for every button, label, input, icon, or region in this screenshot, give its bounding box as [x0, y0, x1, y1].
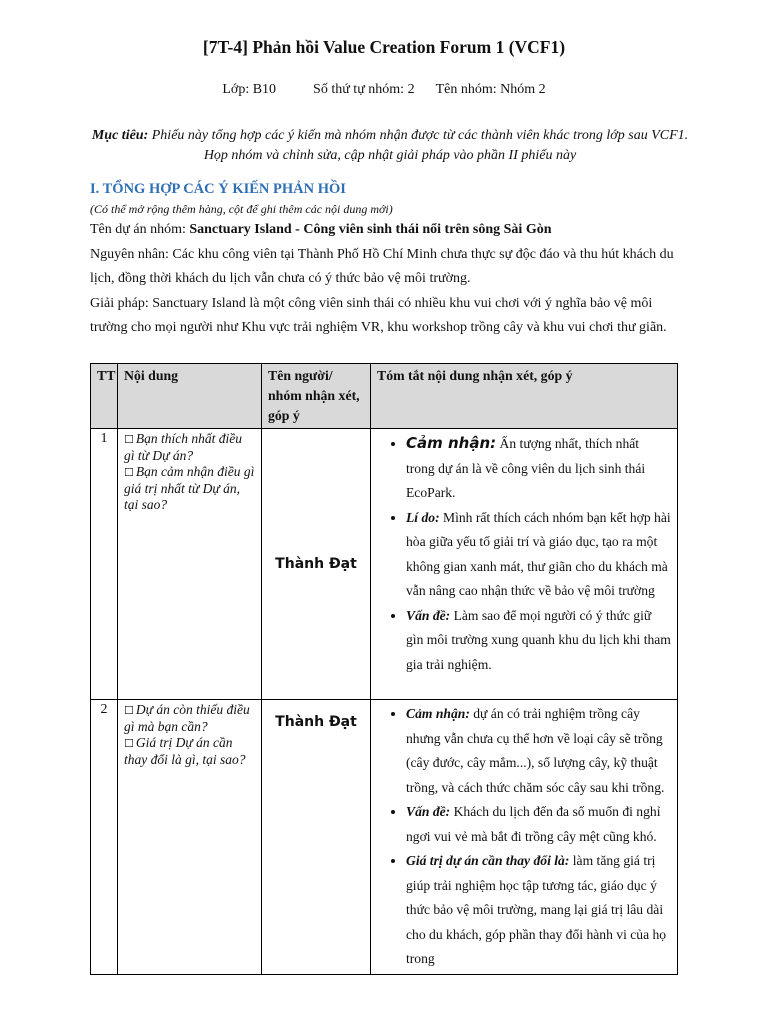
group-name: Tên nhóm: Nhóm 2 — [435, 82, 546, 97]
page-title: [7T-4] Phản hồi Value Creation Forum 1 (VCF1) — [202, 37, 566, 57]
summary-text: làm tăng giá trị giúp trải nghiệm học tập tương tác, giáo dục ý thức bảo vệ môi trường, mang lại giá trị lâu dài cho du khách, góp phần thay đổi hành vi của họ trong — [406, 853, 667, 966]
question-cell — [118, 429, 262, 700]
section-heading: I. TỔNG HỢP CÁC Ý KIẾN PHẢN HỒI — [90, 181, 346, 197]
question-2: Giá trị Dự án cần thay đổi là gì, tại sao? — [124, 735, 246, 767]
header-tt: TT — [91, 364, 118, 429]
question-1: Bạn thích nhất điều gì từ Dự án? — [124, 431, 242, 463]
question-1: Dự án còn thiếu điều gì mà bạn cần? — [124, 702, 250, 734]
question-cell — [118, 700, 262, 975]
summary-item — [406, 849, 671, 972]
project-name-label: Tên dự án nhóm: — [90, 222, 190, 237]
reviewer-name: Thành Đạt — [262, 700, 371, 975]
question-2: Bạn cảm nhận điều gì giá trị nhất từ Dự án, tại sao? — [124, 464, 255, 512]
objective — [90, 126, 690, 166]
reviewer-name: Thành Đạt — [262, 429, 371, 700]
project-info — [90, 218, 690, 341]
checkbox-icon: ☐ — [124, 737, 134, 750]
objective-line1: Phiếu này tổng hợp các ý kiến mà nhóm nhận được từ các thành viên khác trong lớp sau VCF1. — [148, 128, 689, 143]
section-note: (Có thể mở rộng thêm hàng, cột để ghi thêm các nội dung mới) — [90, 202, 393, 216]
summary-item — [406, 431, 671, 506]
summary-item — [406, 604, 671, 678]
summary-item — [406, 506, 671, 604]
objective-line2: Họp nhóm và chỉnh sửa, cập nhật giải pháp vào phần II phiếu này — [203, 148, 577, 163]
summary-text: Ấn tượng nhất, thích nhất trong dự án là về công viên du lịch sinh thái EcoPark. — [406, 436, 646, 500]
summary-cell — [371, 700, 678, 975]
table-header-row — [91, 364, 678, 429]
summary-lead: Giá trị dự án cần thay đổi là: — [406, 853, 570, 868]
feedback-table — [90, 363, 678, 975]
table-row — [91, 429, 678, 700]
summary-lead: Lí do: — [406, 509, 440, 525]
row-number: 2 — [91, 700, 118, 975]
table-row — [91, 700, 678, 975]
summary-item — [406, 702, 671, 800]
project-name: Sanctuary Island - Công viên sinh thái nổi trên sông Sài Gòn — [189, 222, 552, 237]
header-tom-tat: Tóm tắt nội dung nhận xét, góp ý — [371, 364, 678, 429]
objective-label: Mục tiêu: — [91, 128, 149, 143]
summary-text: Làm sao để mọi người có ý thức giữ gìn môi trường xung quanh khu du lịch khi tham gia trải nghiệm. — [406, 607, 671, 672]
project-solution: Giải pháp: Sanctuary Island là một công viên sinh thái có nhiều khu vui chơi với ý nghĩa bảo vệ môi trường cho mọi người như Khu vực trải nghiệm VR, khu workshop trồng cây và khu vui chơi thư giãn. — [90, 295, 667, 335]
row-number: 1 — [91, 429, 118, 700]
summary-lead: Vấn đề: — [406, 804, 451, 819]
checkbox-icon: ☐ — [124, 466, 134, 479]
class-label: Lớp: B10 — [222, 82, 277, 97]
summary-lead: Vấn đề: — [406, 607, 451, 623]
summary-text: Khách du lịch đến đa số muốn đi nghỉ ngơi vui vẻ mà bắt đi trồng cây mệt cũng khó. — [406, 804, 661, 844]
summary-item — [406, 800, 671, 849]
header-noi-dung: Nội dung — [118, 364, 262, 429]
summary-cell — [371, 429, 678, 700]
group-meta — [0, 82, 768, 98]
header-nguoi: Tên người/ nhóm nhận xét, góp ý — [262, 364, 371, 429]
group-number: Số thứ tự nhóm: 2 — [313, 82, 415, 97]
summary-lead: Cảm nhận: — [406, 434, 497, 452]
checkbox-icon: ☐ — [124, 704, 134, 717]
project-cause: Nguyên nhân: Các khu công viên tại Thành Phố Hồ Chí Minh chưa thực sự độc đáo và thu hút khách du lịch, đồng thời khách du lịch vẫn chưa có ý thức bảo vệ môi trường. — [90, 246, 674, 286]
summary-text: Mình rất thích cách nhóm bạn kết hợp hài hòa giữa yếu tố giải trí và giáo dục, tạo ra một không gian xanh mát, thư giãn cho du khách mà vẫn nâng cao nhận thức về bảo vệ môi trường — [406, 509, 671, 598]
summary-text: dự án có trải nghiệm trồng cây nhưng vẫn chưa cụ thể hơn về loại cây sẽ trồng (cây đước, cây mắm...), số lượng cây, kỹ thuật trồng, và cách thức chăm sóc cây sau khi trồng. — [406, 706, 665, 795]
checkbox-icon: ☐ — [124, 433, 134, 446]
summary-lead: Cảm nhận: — [406, 706, 470, 721]
